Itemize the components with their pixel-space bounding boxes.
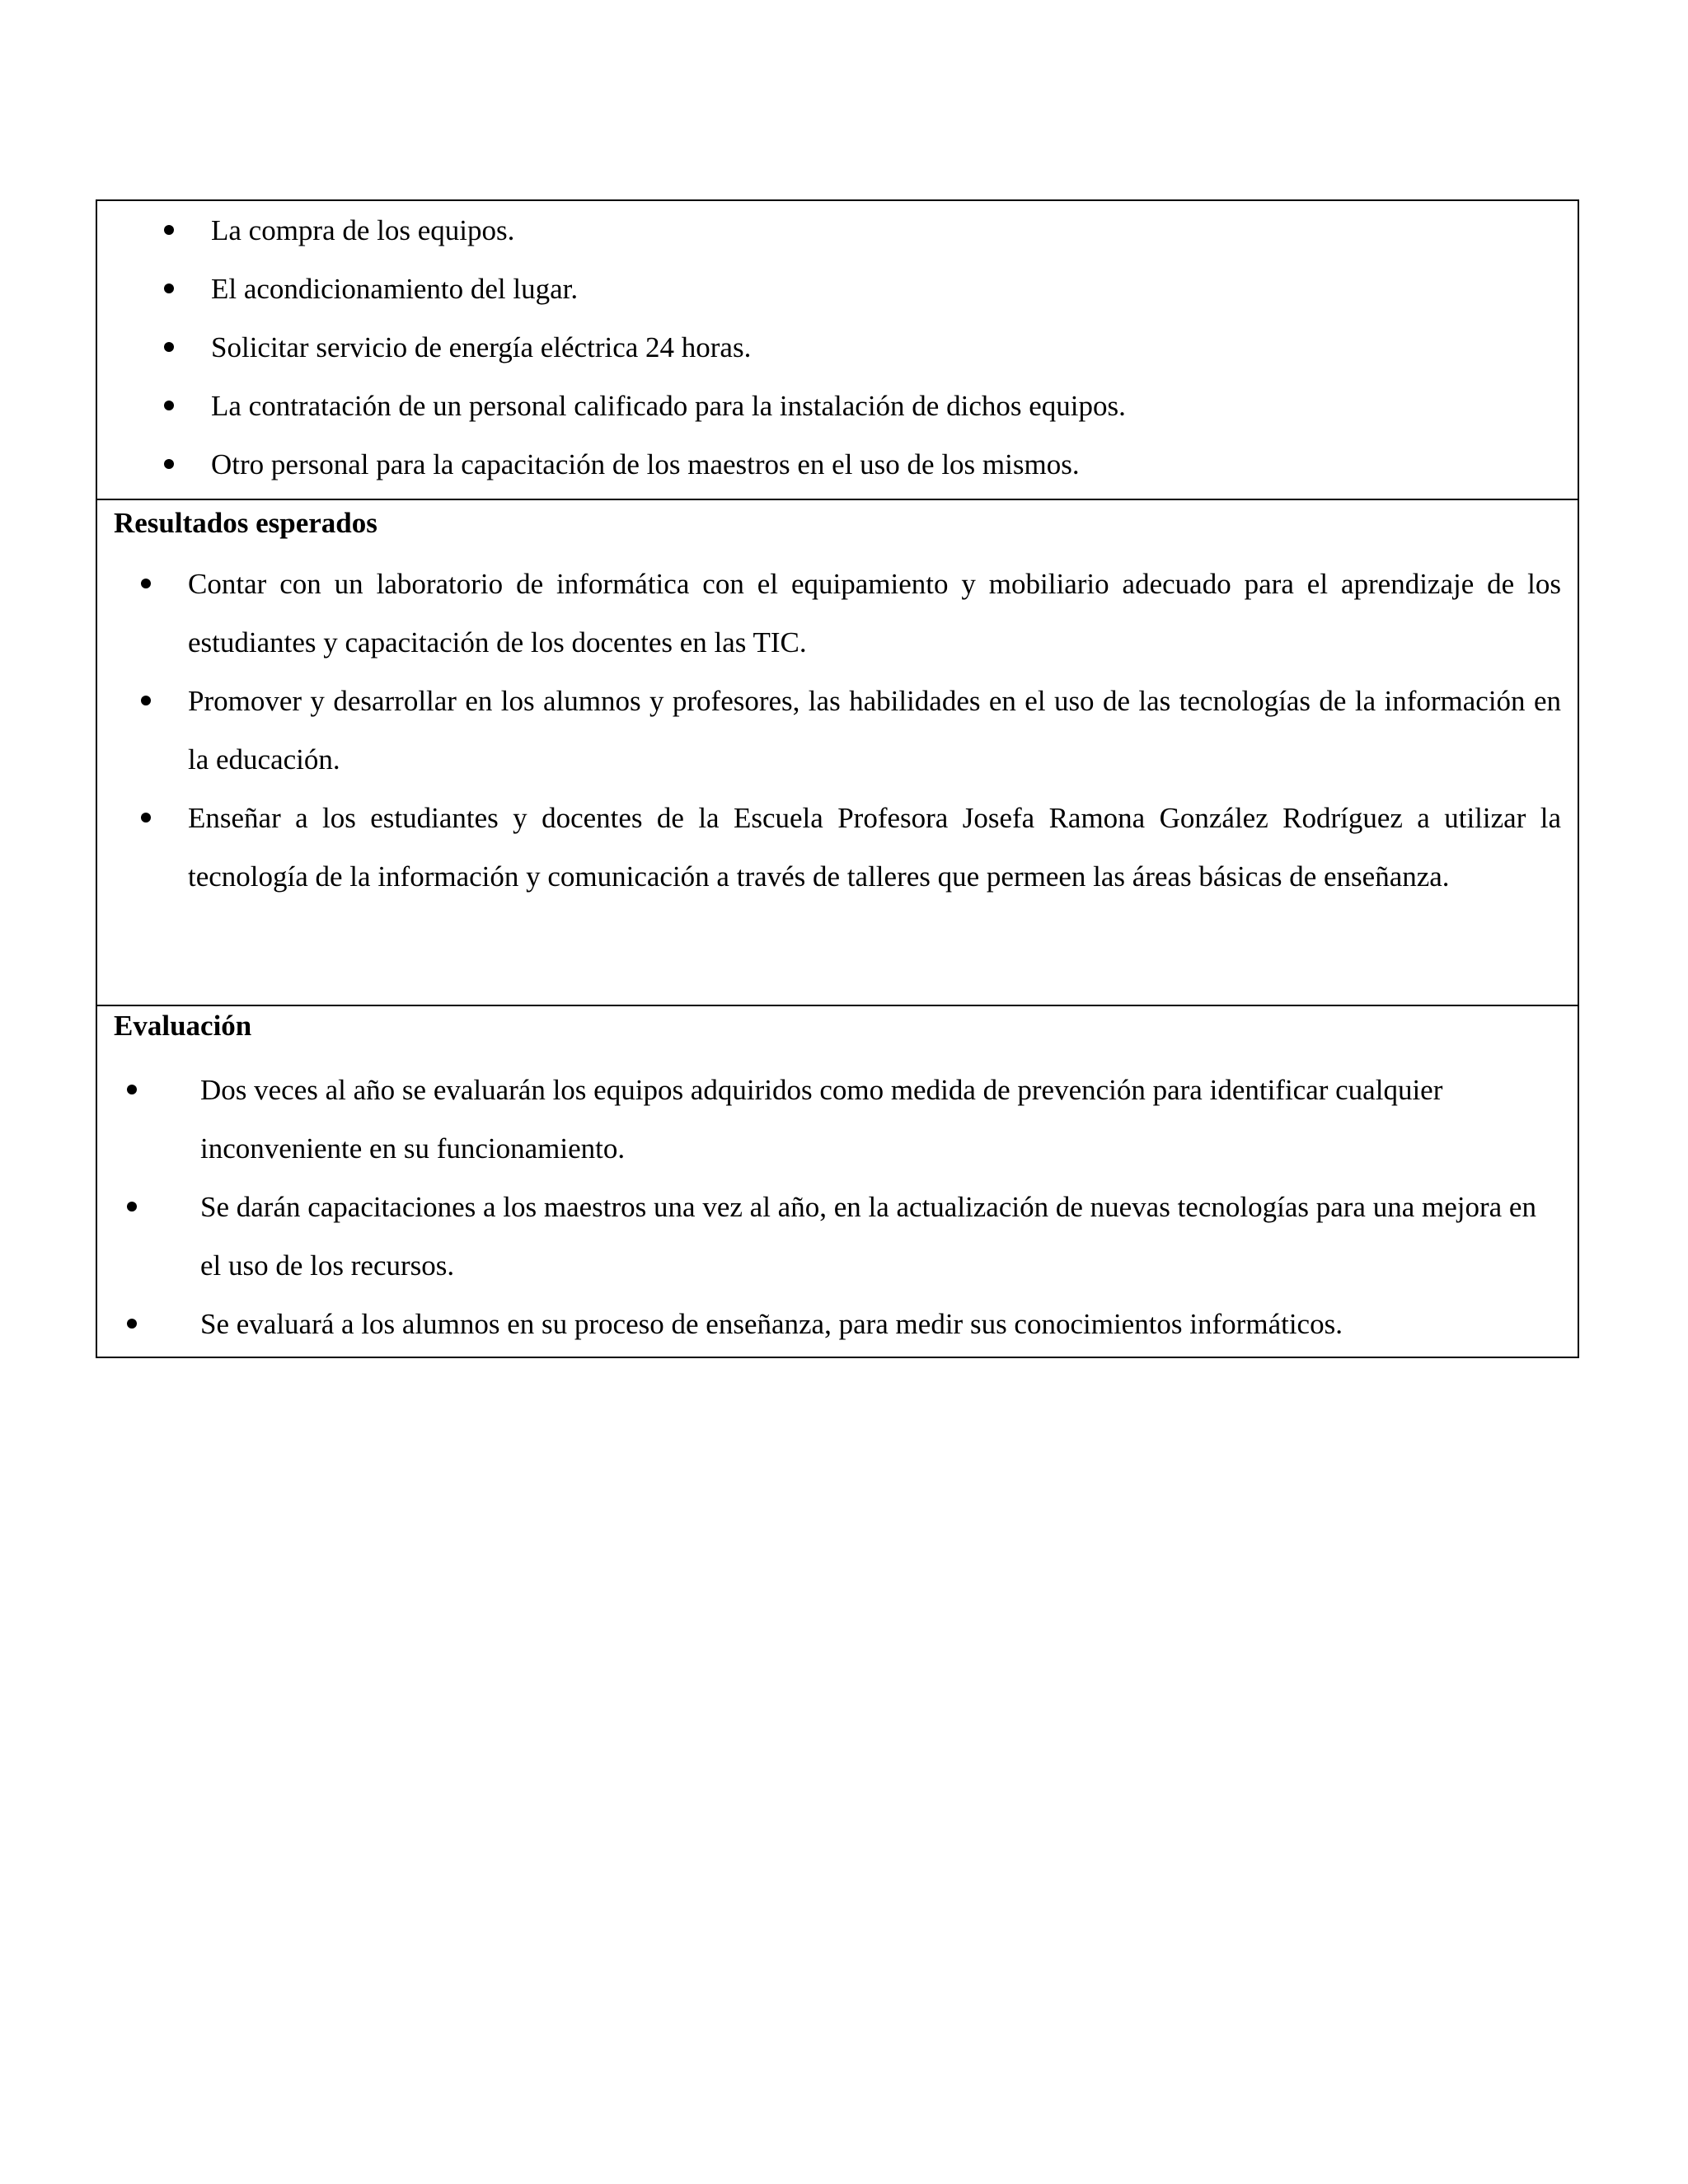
list-item-text: Se darán capacitaciones a los maestros una vez al año, en la actualización de nuevas tecnologías para una mejora en el uso de los recursos. xyxy=(200,1191,1536,1282)
list-item-text: Se evaluará a los alumnos en su proceso de enseñanza, para medir sus conocimientos informáticos. xyxy=(200,1308,1343,1340)
list-item xyxy=(97,260,1578,318)
list-item-text: La compra de los equipos. xyxy=(211,214,515,246)
evaluation-heading: Evaluación xyxy=(114,1010,252,1042)
bullet-icon xyxy=(164,401,174,410)
list-item xyxy=(97,1178,1578,1295)
list-item xyxy=(97,1061,1578,1178)
results-heading: Resultados esperados xyxy=(114,507,377,539)
list-item-text: Promover y desarrollar en los alumnos y profesores, las habilidades en el uso de las tecnologías de la información en la educación. xyxy=(188,685,1561,776)
results-section xyxy=(97,500,1578,1006)
evaluation-section xyxy=(97,1006,1578,1357)
bullet-icon xyxy=(127,1319,137,1329)
list-item-text: El acondicionamiento del lugar. xyxy=(211,273,579,305)
list-item xyxy=(97,1295,1578,1353)
list-item xyxy=(97,789,1578,906)
list-item-text: Dos veces al año se evaluarán los equipos adquiridos como medida de prevención para identificar cualquier inconveniente en su funcionamiento. xyxy=(200,1074,1443,1165)
bullet-icon xyxy=(141,813,151,823)
list-item xyxy=(97,435,1578,494)
list-item-text: La contratación de un personal calificado para la instalación de dichos equipos. xyxy=(211,390,1126,422)
list-item xyxy=(97,377,1578,435)
bullet-icon xyxy=(127,1202,137,1212)
bullet-icon xyxy=(164,225,174,235)
resources-section xyxy=(97,201,1578,500)
bullet-icon xyxy=(141,696,151,705)
bullet-icon xyxy=(141,579,151,588)
list-item xyxy=(97,555,1578,672)
bullet-icon xyxy=(164,342,174,352)
bullet-icon xyxy=(164,284,174,293)
bullet-icon xyxy=(164,459,174,469)
list-item-text: Enseñar a los estudiantes y docentes de la Escuela Profesora Josefa Ramona González Rodríguez a utilizar la tecnología de la información y comunicación a través de talleres que permeen las áreas básicas de enseñanza. xyxy=(188,802,1561,893)
resources-list xyxy=(97,201,1578,494)
list-item-text: Contar con un laboratorio de informática con el equipamiento y mobiliario adecuado para el aprendizaje de los estudiantes y capacitación de los docentes en las TIC. xyxy=(188,568,1561,658)
bullet-icon xyxy=(127,1085,137,1094)
list-item-text: Otro personal para la capacitación de los maestros en el uso de los mismos. xyxy=(211,448,1080,480)
list-item xyxy=(97,201,1578,260)
list-item xyxy=(97,672,1578,789)
results-list xyxy=(97,555,1578,906)
plan-table xyxy=(96,199,1579,1358)
evaluation-list xyxy=(97,1061,1578,1353)
list-item xyxy=(97,318,1578,377)
list-item-text: Solicitar servicio de energía eléctrica 24 horas. xyxy=(211,331,752,363)
